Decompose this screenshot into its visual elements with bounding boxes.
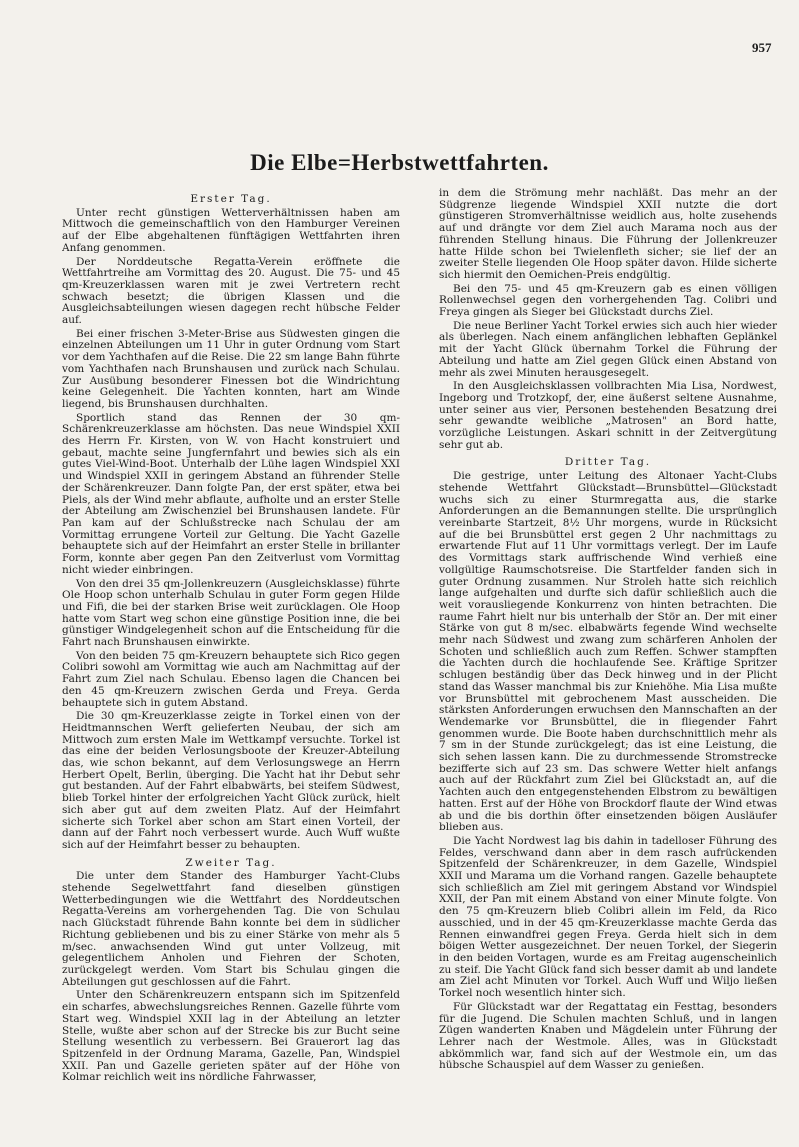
paragraph: Die unter dem Stander des Hamburger Yacht-Clubs stehende Segelwettfahrt fand dieselben günstigen Wetterbedingungen wie die Wettfahrt des Norddeutschen Regatta-Vereins am vorhergehenden Tag. Die von Schulau nach Glückstadt führende Bahn konnte bei dem in südlicher Richtung gebliebenen und bis zu einer Stärke von mehr als 5 m/sec. anwachsenden Wind gut unter Vollzeug, mit gelegentlichem Anholen und Fiehren der Schoten, zurückgelegt werden. Vom Start bis Schulau gingen die Abteilungen gut geschlossen auf die Fahrt. (62, 870, 400, 988)
section-heading-day2: Zweiter Tag. (185, 856, 277, 869)
paragraph: Der Norddeutsche Regatta-Verein eröffnete die Wettfahrtreihe am Vormittag des 20. August. Die 75- und 45 qm-Kreuzerklassen waren mit je zwei Vertretern recht schwach besetzt; die übrigen Klassen und die Ausgleichsabteilungen wiesen dagegen recht hübsche Felder auf. (62, 255, 400, 327)
paragraph: Die Yacht Nordwest lag bis dahin in tadelloser Führung des Feldes, verschwand dann aber in dem rasch aufrückenden Spitzenfeld der Schärenkreuzer, in dem Gazelle, Windspiel XXII und Marama um die Vorhand rangen. Gazelle behauptete sich schließlich am Ziel mit geringem Abstand vor Windspiel XXII, der Pan mit einem Abstand von einer Minute folgte. Von den 75 qm-Kreuzern blieb Colibri allein im Feld, da Rico ausschied, und in der 45 qm-Kreuzerklasse machte Gerda das Rennen einwandfrei gegen Freya. Gerda hielt sich in dem böigen Wetter ausgezeichnet. Der neuen Torkel, der Siegerin in den beiden Vortagen, wurde es am Freitag augenscheinlich zu steif. Die Yacht Glück fand sich besser damit ab und landete am Ziel acht Minuten vor Torkel. Auch Wuff und Wiljo ließen Torkel noch wesentlich hinter sich. (439, 834, 777, 1000)
paragraph: Die 30 qm-Kreuzerklasse zeigte in Torkel einen von der Heidtmannschen Werft gelieferten Neubau, der sich am Mittwoch zum ersten Male im Wettkampf versuchte. Torkel ist das eine der beiden Verlosungsboote der Kreuzer-Abteilung das, wie schon bekannt, auf dem Verlosungswege an Herrn Herbert Opelt, Berlin, überging. Die Yacht hat ihr Debut sehr gut bestanden. Auf der Fahrt elbabwärts, bei steifem Südwest, blieb Torkel hinter der erfolgreichen Yacht Glück zurück, hielt sich aber gut auf dem zweiten Platz. Auf der Heimfahrt sicherte sich Torkel aber schon am Start einen Vorteil, der dann auf der Fahrt noch verbessert wurde. Auch Wuff wußte sich auf der Heimfahrt besser zu behaupten. (62, 710, 400, 851)
paragraph: Für Glückstadt war der Regattatag ein Festtag, besonders für die Jugend. Die Schulen machten Schluß, und in langen Zügen wanderten Knaben und Mägdelein unter Führung der Lehrer nach der Westmole. Alles, was in Glückstadt abkömmlich war, fand sich auf der Westmole ein, um das hübsche Schauspiel auf dem Wasser zu genießen. (439, 1000, 777, 1072)
paragraph: Die gestrige, unter Leitung des Altonaer Yacht-Clubs stehende Wettfahrt Glückstadt—Brunsbüttel—Glückstadt wuchs sich zu einer Sturmregatta aus, die starke Anforderungen an die Bemannungen stellte. Die ursprünglich vereinbarte Startzeit, 8½ Uhr morgens, wurde in Rücksicht auf die bei Brunsbüttel erst gegen 2 Uhr nachmittags zu erwartende Flut auf 11 Uhr vormittags verlegt. Der im Laufe des Vormittags stark auffrischende Wind verhieß eine vollgültige Raumschotsreise. Die Startfelder fanden sich in guter Ordnung zusammen. Nur Stroleh hatte sich reichlich lange aufgehalten und durfte sich dafür schließlich auch die weit vorausliegende Konkurrenz von hinten betrachten. Die raume Fahrt hielt nur bis unterhalb der Stör an. Der mit einer Stärke von gut 8 m/sec. elbabwärts fegende Wind wechselte mehr nach Südwest und zwang zum schärferen Anholen der Schoten und schließlich auch zum Reffen. Schwer stampften die Yachten durch die hochlaufende See. Kräftige Spritzer schlugen beständig über das Deck hinweg und in der Plicht stand das Wasser manchmal bis zur Kniehöhe. Mia Lisa mußte vor Brunsbüttel mit gebrochenem Mast ausscheiden. Die stärksten Anforderungen erwuchsen den Mannschaften an der Wendemarke vor Brunsbüttel, die in fliegender Fahrt genommen wurde. Die Boote haben durchschnittlich mehr als 7 sm in der Stunde zurückgelegt; das ist eine Leistung, die sich sehen lassen kann. Die zu durchmessende Stromstrecke bezifferte sich auf 23 sm. Das schwere Wetter hielt anfangs auch auf der Rückfahrt zum Ziel bei Glückstadt an, auf die Yachten auch den entgegenstehenden Elbstrom zu bewältigen hatten. Erst auf der Höhe von Brockdorf flaute der Wind etwas ab und die bis dorthin öfter einsetzenden böigen Ausläufer blieben aus. (439, 470, 777, 834)
paragraph: Die neue Berliner Yacht Torkel erwies sich auch hier wieder als überlegen. Nach einem anfänglichen lebhaften Geplänkel mit der Yacht Glück übernahm Torkel die Führung der Abteilung und hatte am Ziel gegen Glück einen Abstand von mehr als zwei Minuten herausgesegelt. (439, 319, 777, 379)
paragraph: Unter den Schärenkreuzern entspann sich im Spitzenfeld ein scharfes, abwechslungsreiches Rennen. Gazelle führte vom Start weg. Windspiel XXII lag in der Abteilung an letzter Stelle, wußte aber schon auf der Strecke bis zur Bucht seine Stellung wesentlich zu verbessern. Bei Grauerort lag das Spitzenfeld in der Ordnung Marama, Gazelle, Pan, Windspiel XXII. Pan und Gazelle gerieten später auf der Höhe von Kolmar reichlich weit ins nördliche Fahrwasser, (62, 989, 400, 1084)
paragraph: Von den beiden 75 qm-Kreuzern behauptete sich Rico gegen Colibri sowohl am Vormittag wie auch am Nachmittag auf der Fahrt zum Ziel nach Schulau. Ebenso lagen die Chancen bei den 45 qm-Kreuzern zwischen Gerda und Freya. Gerda behauptete sich in gutem Abstand. (62, 649, 400, 709)
paragraph: Sportlich stand das Rennen der 30 qm-Schärenkreuzerklasse am höchsten. Das neue Windspiel XXII des Herrn Fr. Kirsten, von W. von Hacht konstruiert und gebaut, machte seine Jungfernfahrt und bewies sich als ein gutes Viel-Wind-Boot. Unterhalb der Lühe lagen Windspiel XXI und Windspiel XXII in geringem Abstand an führender Stelle der Schärenkreuzer. Dann folgte Pan, der erst später, etwa bei Piels, als der Wind mehr abflaute, aufholte und an erster Stelle der Abteilung am Zwischenziel bei Brunshausen landete. Für Pan kam auf der Schlußstrecke nach Schulau der am Vormittag errungene Vorteil zur Geltung. Die Yacht Gazelle behauptete sich auf der Heimfahrt an erster Stelle in brillanter Form, konnte aber gegen Pan den Zeitverlust vom Vormittag nicht wieder einbringen. (62, 411, 400, 576)
left-column (62, 188, 400, 1128)
page-number: 957 (752, 40, 772, 55)
right-column (439, 188, 777, 1128)
section-heading-day1: Erster Tag. (190, 193, 272, 205)
paragraph: In den Ausgleichsklassen vollbrachten Mia Lisa, Nordwest, Ingeborg und Trotzkopf, der, eine äußerst seltene Ausnahme, unter seiner aus vier, Personen bestehenden Besatzung drei sehr gewandte weibliche „Matrosen" an Bord hatte, vorzügliche Leistungen. Askari schnitt in der Zeitvergütung sehr gut ab. (439, 380, 777, 451)
paragraph: in dem die Strömung mehr nachläßt. Das mehr an der Südgrenze liegende Windspiel XXII nutzte die dort günstigeren Stromverhältnisse weidlich aus, holte zusehends auf und drängte vor dem Ziel auch Marama noch aus der führenden Stellung hinaus. Die Führung der Jollenkreuzer hatte Hilde schon bei Twielenfleth sicher; sie lief der an zweiter Stelle liegenden Ole Hoop später davon. Hilde sicherte sich hiermit den Oemichen-Preis endgültig. (439, 188, 777, 281)
paragraph: Bei den 75- und 45 qm-Kreuzern gab es einen völligen Rollenwechsel gegen den vorhergehenden Tag. Colibri und Freya gingen als Sieger bei Glückstadt durchs Ziel. (439, 282, 777, 319)
paragraph: Bei einer frischen 3-Meter-Brise aus Südwesten gingen die einzelnen Abteilungen um 11 Uhr in guter Ordnung vom Start vor dem Yachthafen auf die Reise. Die 22 sm lange Bahn führte vom Yachthafen nach Brunshausen und zurück nach Schulau. Zur Ausübung besonderer Finessen bot die Windrichtung keine Gelegenheit. Die Yachten konnten, hart am Winde liegend, bis Brunshausen durchhalten. (62, 327, 400, 410)
paragraph: Unter recht günstigen Wetterverhältnissen haben am Mittwoch die gemeinschaftlich von den Hamburger Vereinen auf der Elbe abgehaltenen fünftägigen Wettfahrten ihren Anfang genommen. (62, 206, 400, 254)
article-title: Die Elbe=Herbstwettfahrten. (250, 150, 549, 175)
paragraph: Von den drei 35 qm-Jollenkreuzern (Ausgleichsklasse) führte Ole Hoop schon unterhalb Schulau in guter Form gegen Hilde und Fifi, die bei der starken Brise weit zurücklagen. Ole Hoop hatte vom Start weg schon eine günstige Position inne, die bei günstiger Windgelegenheit schon auf die Entscheidung für die Fahrt nach Brunshausen einwirkte. (62, 577, 400, 649)
section-heading-day3: Dritter Tag. (564, 456, 652, 469)
